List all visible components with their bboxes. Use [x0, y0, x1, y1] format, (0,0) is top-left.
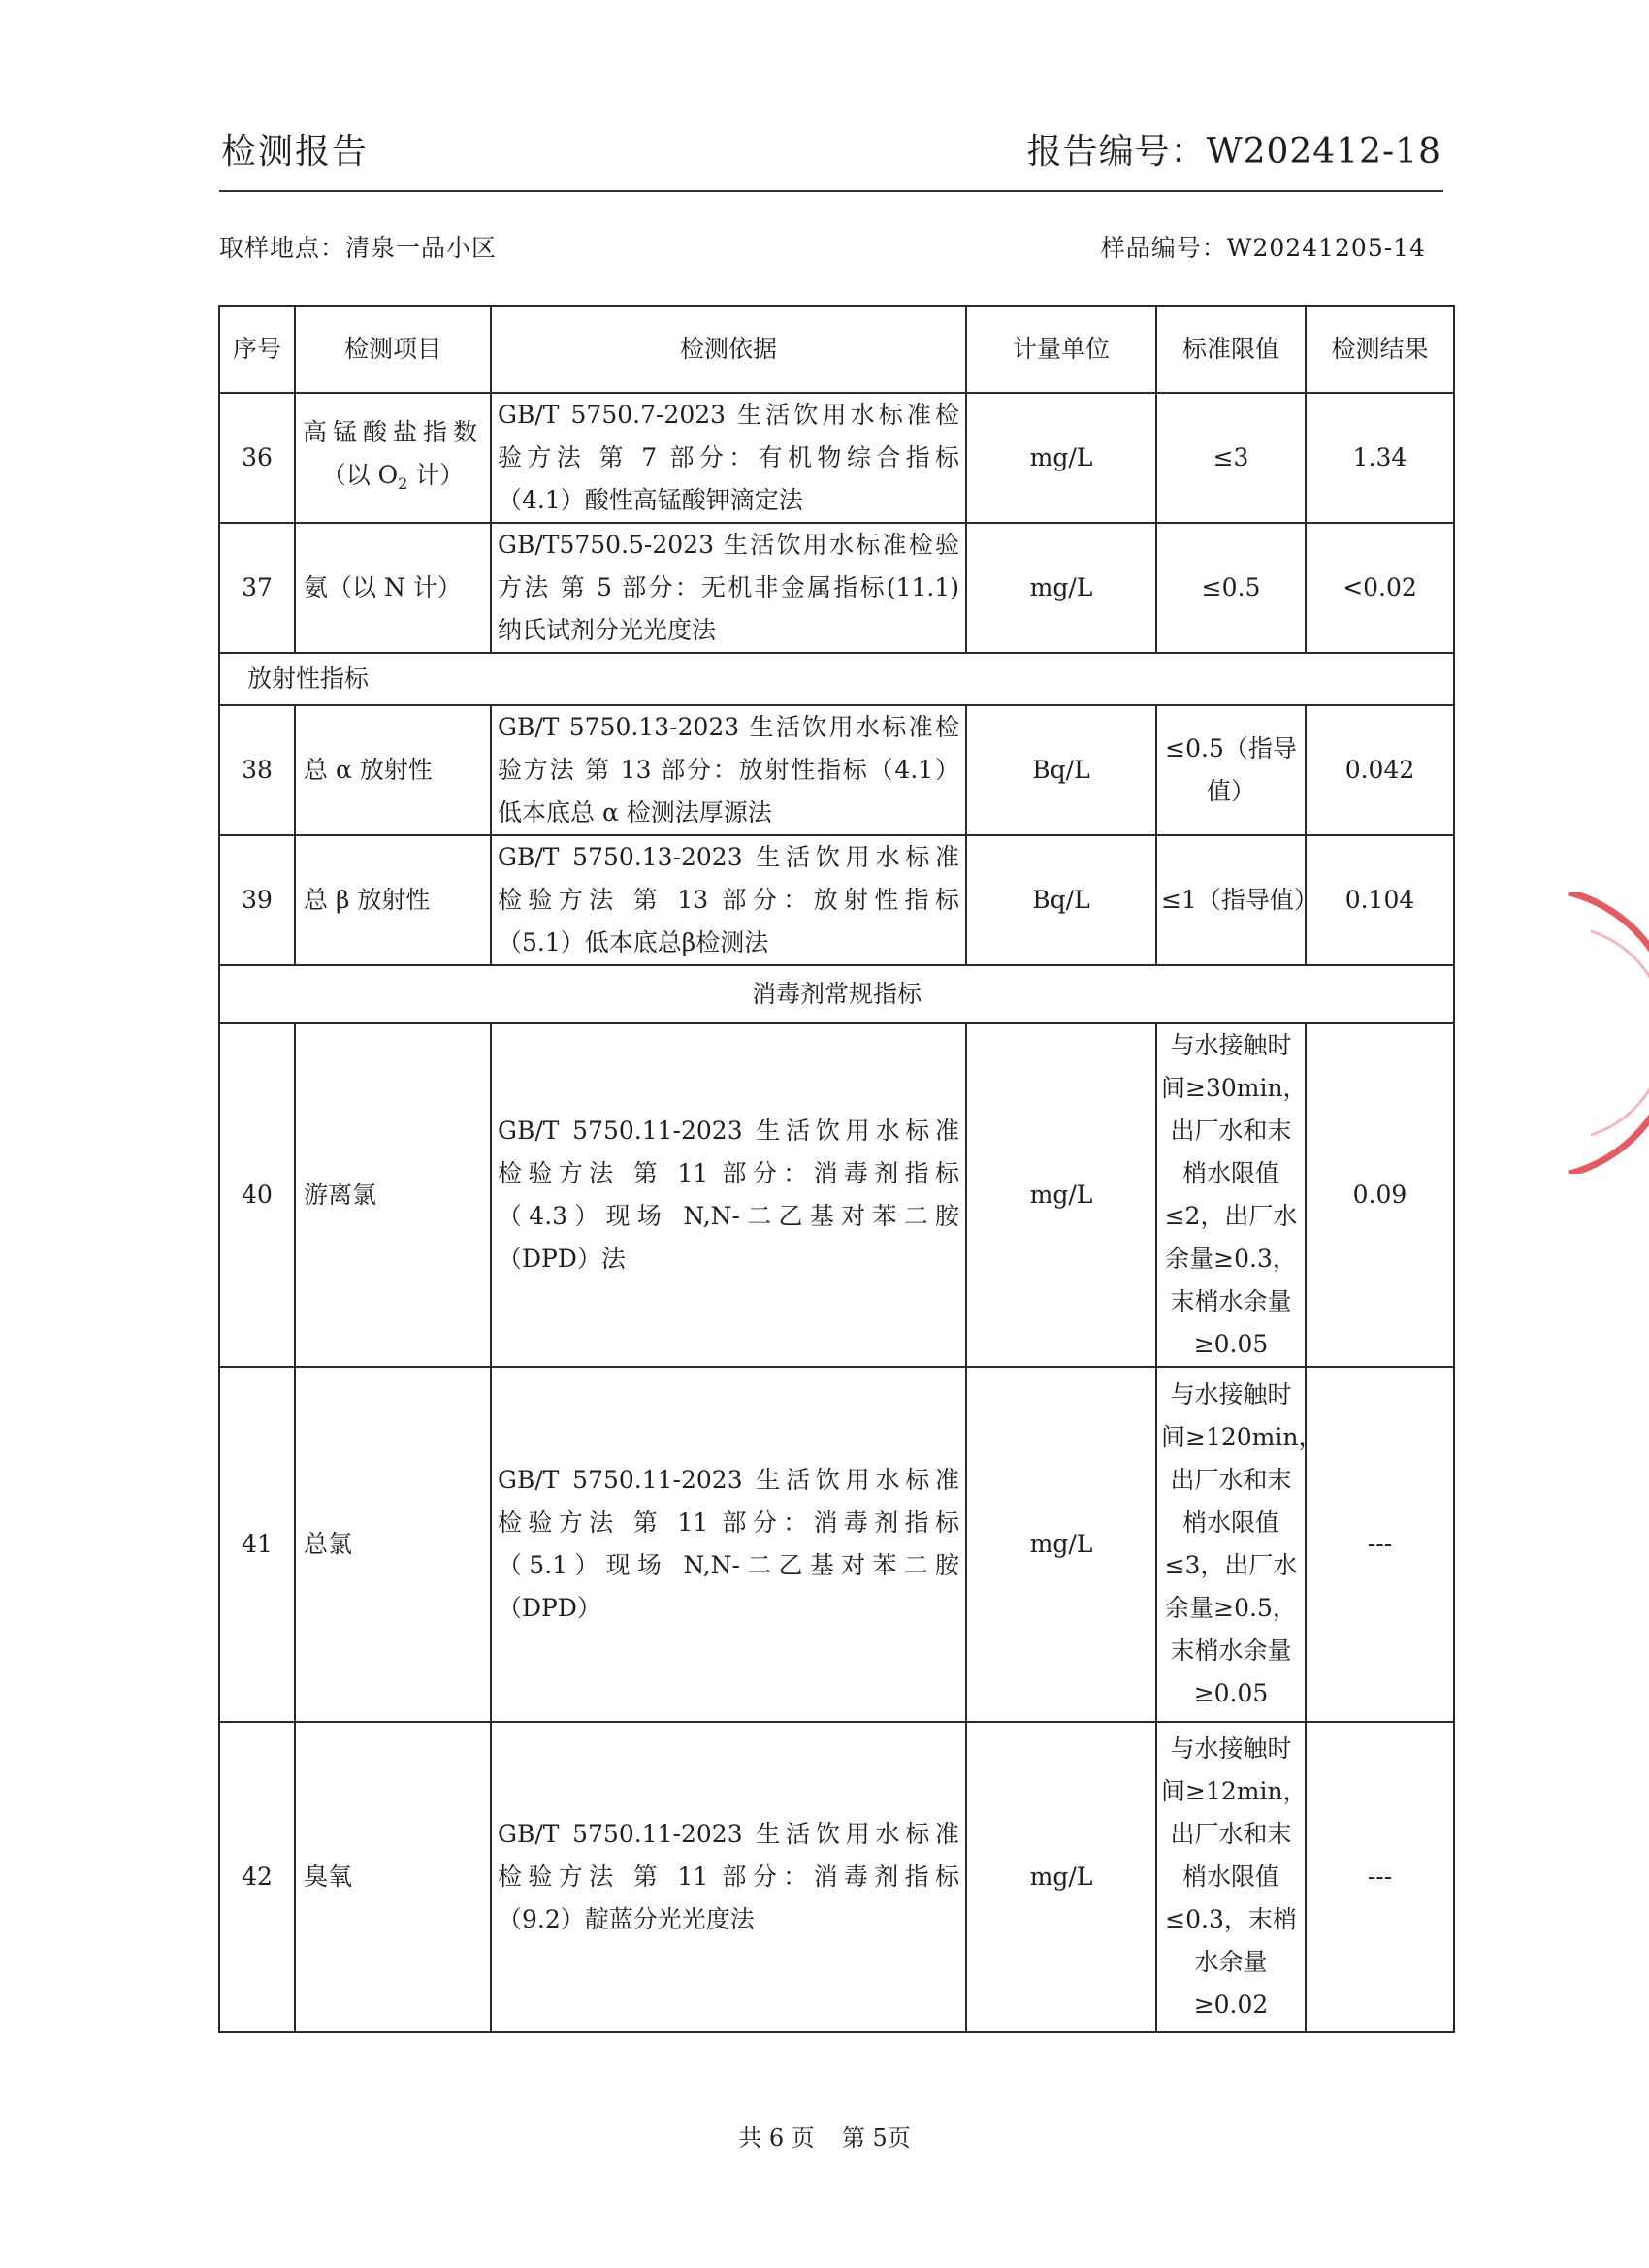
table-row — [219, 1023, 1454, 1367]
row-result: 1.34 — [1306, 393, 1454, 523]
row-item: 氨（以 N 计） — [295, 523, 491, 653]
row-limit: 与水接触时 间≥12min， 出厂水和末 梢水限值 ≤0.3，末梢 水余量 ≥0.02 — [1156, 1722, 1306, 2032]
row-limit: 与水接触时 间≥120min， 出厂水和末 梢水限值 ≤3，出厂水 余量≥0.5， 末梢水余量 ≥0.05 — [1156, 1367, 1306, 1722]
row-result: <0.02 — [1306, 523, 1454, 653]
table-header-row — [219, 306, 1454, 393]
section-row-radioactive — [219, 653, 1454, 705]
seal-arc — [1569, 892, 1649, 1174]
col-header-unit: 计量单位 — [966, 306, 1156, 393]
sampling-location: 取样地点：清泉一品小区 — [219, 234, 498, 262]
row-limit: ≤3 — [1156, 393, 1306, 523]
page-footer — [0, 2119, 1649, 2153]
row-no: 38 — [219, 705, 295, 835]
sample-number: 样品编号：W20241205-14 — [1100, 234, 1426, 262]
row-item: 总 β 放射性 — [295, 835, 491, 965]
seal-arc-inner — [1591, 931, 1649, 1135]
table-row — [219, 523, 1454, 653]
row-no: 40 — [219, 1023, 295, 1367]
row-unit: mg/L — [966, 1722, 1156, 2032]
row-unit: Bq/L — [966, 705, 1156, 835]
table-row — [219, 705, 1454, 835]
row-result: 0.104 — [1306, 835, 1454, 965]
table-row — [219, 835, 1454, 965]
row-no: 41 — [219, 1367, 295, 1722]
table-row — [219, 1367, 1454, 1722]
col-header-result: 检测结果 — [1306, 306, 1454, 393]
row-item: 游离氯 — [295, 1023, 491, 1367]
row-basis: GB/T 5750.11-2023 生活饮用水标准 检验方法 第 11 部分：消毒剂指标 （5.1）现场 N,N-二乙基对苯二胺 （DPD） — [491, 1367, 966, 1722]
row-result: --- — [1306, 1722, 1454, 2032]
row-no: 36 — [219, 393, 295, 523]
row-basis: GB/T 5750.13-2023 生活饮用水标准检 验方法 第 13 部分：放射性指标（4.1） 低本底总 α 检测法厚源法 — [491, 705, 966, 835]
row-unit: Bq/L — [966, 835, 1156, 965]
total-pages: 共 6 页 — [738, 2124, 815, 2152]
results-table — [218, 305, 1455, 2033]
row-basis: GB/T 5750.7-2023 生活饮用水标准检 验方法 第 7 部分：有机物综合指标 （4.1）酸性高锰酸钾滴定法 — [491, 393, 966, 523]
col-header-no: 序号 — [219, 306, 295, 393]
row-limit: ≤1（指导值） — [1156, 835, 1306, 965]
row-basis: GB/T 5750.13-2023 生活饮用水标准 检验方法 第 13 部分：放射性指标 （5.1）低本底总β检测法 — [491, 835, 966, 965]
section-title: 消毒剂常规指标 — [219, 965, 1454, 1023]
row-item: 总 α 放射性 — [295, 705, 491, 835]
row-item: 高锰酸盐指数 （以 $O_2$ 计） — [295, 393, 491, 523]
row-result: --- — [1306, 1367, 1454, 1722]
table-row — [219, 393, 1454, 523]
row-unit: mg/L — [966, 1023, 1156, 1367]
row-no: 37 — [219, 523, 295, 653]
row-unit: mg/L — [966, 1367, 1156, 1722]
row-unit: mg/L — [966, 523, 1156, 653]
current-page: 第 5页 — [841, 2124, 911, 2152]
col-header-basis: 检测依据 — [491, 306, 966, 393]
col-header-item: 检测项目 — [295, 306, 491, 393]
row-item: 臭氧 — [295, 1722, 491, 2032]
col-header-limit: 标准限值 — [1156, 306, 1306, 393]
section-title: 放射性指标 — [219, 653, 1454, 705]
row-basis: GB/T 5750.11-2023 生活饮用水标准 检验方法 第 11 部分：消毒剂指标 （4.3）现场 N,N-二乙基对苯二胺 （DPD）法 — [491, 1023, 966, 1367]
row-result: 0.09 — [1306, 1023, 1454, 1367]
row-limit: 与水接触时 间≥30min， 出厂水和末 梢水限值 ≤2，出厂水 余量≥0.3， 末梢水余量 ≥0.05 — [1156, 1023, 1306, 1367]
row-unit: mg/L — [966, 393, 1156, 523]
row-basis: GB/T 5750.11-2023 生活饮用水标准 检验方法 第 11 部分：消毒剂指标 （9.2）靛蓝分光光度法 — [491, 1722, 966, 2032]
report-header — [219, 114, 1443, 192]
row-limit: ≤0.5 — [1156, 523, 1306, 653]
report-number: 报告编号：W202412-18 — [1026, 132, 1441, 172]
report-title: 检测报告 — [221, 132, 370, 172]
row-no: 39 — [219, 835, 295, 965]
partial-seal-stamp — [1562, 892, 1649, 1174]
row-item: 总氯 — [295, 1367, 491, 1722]
row-no: 42 — [219, 1722, 295, 2032]
row-limit: ≤0.5（指导 值） — [1156, 705, 1306, 835]
row-result: 0.042 — [1306, 705, 1454, 835]
row-basis: GB/T5750.5-2023 生活饮用水标准检验 方法 第 5 部分：无机非金属指标(11.1) 纳氏试剂分光光度法 — [491, 523, 966, 653]
section-row-disinfectant — [219, 965, 1454, 1023]
table-row — [219, 1722, 1454, 2032]
